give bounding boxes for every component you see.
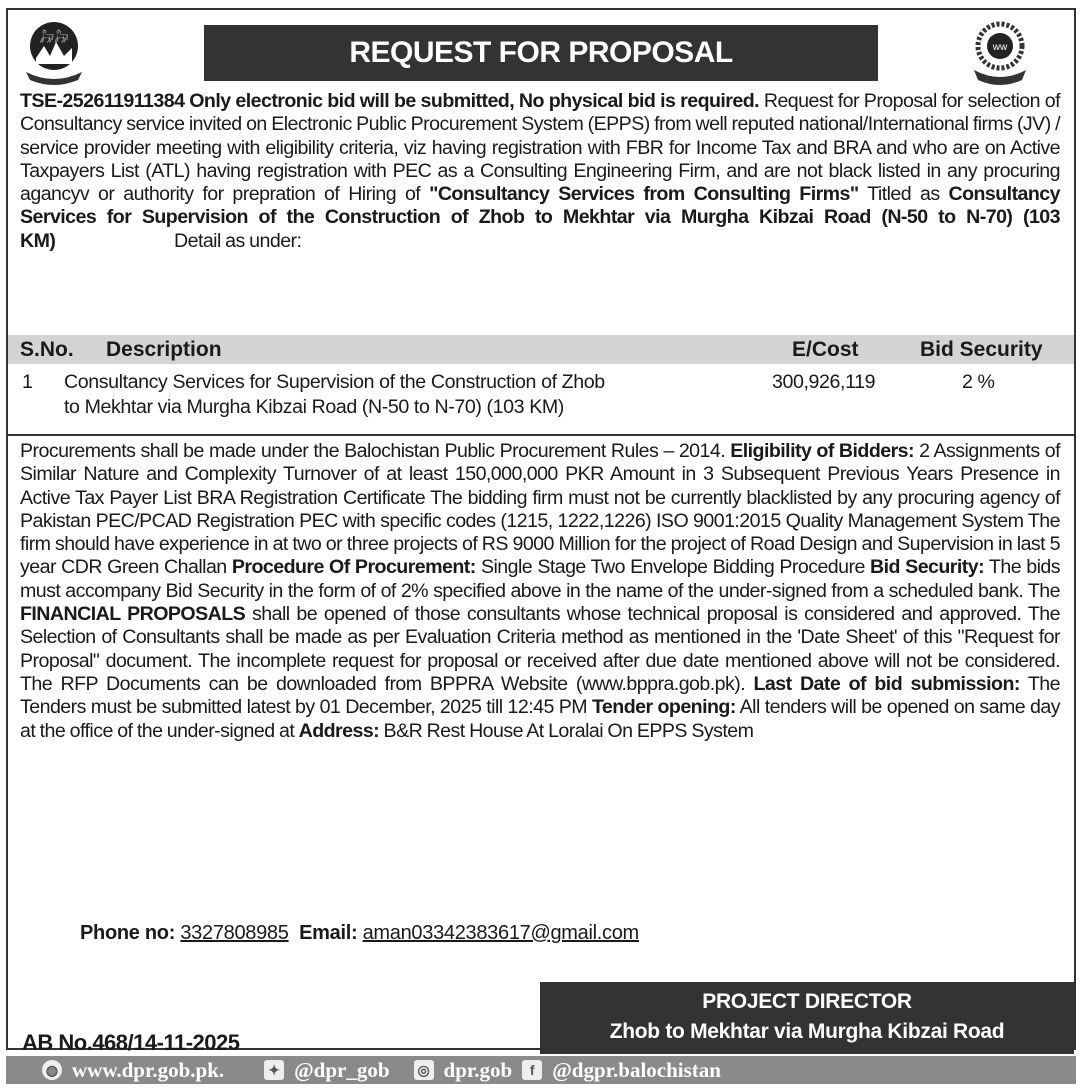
bold-text-segment: FINANCIAL PROPOSALS: [20, 603, 246, 626]
divider: [8, 434, 1074, 436]
text-segment: shall be opened of those consultants whose technical proposal is considered and approved. The Selection of Consultants shall be made as per Evaluation Criteria method as mentioned in the 'Date Sheet' of this "Request for Proposal" document. The incomplete request for proposal or received after due date mentioned above will not be considered. The RFP Documents can be downloaded from BPPRA Website (www.bppra.gob.pk).: [20, 603, 1061, 695]
phone-label: Phone no:: [80, 922, 176, 944]
svg-text:𓃗𓃗: 𓃗𓃗: [39, 31, 69, 45]
email-link[interactable]: aman03342383617@gmail.com: [362, 922, 639, 944]
text-segment: Detail as under:: [55, 229, 302, 252]
bold-text-segment: Bid Security:: [870, 556, 985, 579]
row-description-2: to Mekhtar via Murgha Kibzai Road (N-50 to N-70) (103 KM): [64, 396, 564, 418]
instagram-icon: ◎: [414, 1060, 434, 1080]
col-description: Description: [106, 338, 222, 361]
row-description-1: Consultancy Services for Supervision of the Construction of Zhob: [64, 371, 605, 393]
signature-project: Zhob to Mekhtar via Murgha Kibzai Road: [609, 1020, 1005, 1043]
footer-twitter[interactable]: @dpr_gob: [294, 1058, 390, 1082]
bold-text-segment: Consultancy Services for Supervision of the Construction of Zhob to Mekhtar via Murgha Kibzai Road (N-50 to N-70) (103 KM): [20, 183, 1061, 252]
phone-number[interactable]: 3327808985: [180, 922, 289, 944]
row-bid-security: 2 %: [962, 371, 995, 393]
table-header: [8, 335, 1074, 364]
text-segment: All tenders will be opened on same day at the office of the under-signed at: [20, 696, 1060, 742]
bold-text-segment: Procedure Of Procurement:: [231, 556, 476, 579]
dpr-emblem-icon: [962, 14, 1038, 86]
text-segment: The Tenders must be submitted latest by 01 December, 2025 till 12:45 PM: [20, 672, 1060, 719]
table-row: [8, 370, 1074, 432]
footer-bar: [6, 1056, 1076, 1084]
text-segment: 2 Assignments of Similar Nature and Complexity Turnover of at least 150,000,000 PKR Amount in 3 Subsequent Previous Years Presence in Active Tax Payer List BRA Registration Certificate The bidding firm must not be currently blacklisted by any procuring agency of Pakistan PEC/PCAD Registration PEC with specific codes (1215, 1222,1226) ISO 9001:2015 Quality Management System The firm should have experience in at two or three projects of RS 9000 Million for the project of Road Design and Supervision in last 5 year CDR Green Challan: [20, 440, 1061, 579]
svg-text:ww: ww: [992, 42, 1008, 53]
globe-icon: ◍: [42, 1060, 62, 1080]
text-segment: Titled as: [858, 183, 949, 206]
col-ecost: E/Cost: [792, 338, 859, 361]
text-segment: The bids must accompany Bid Security in the form of of 2% specified above in the name of the under-signed from a scheduled bank. The: [20, 556, 1061, 602]
bold-text-segment: Last Date of bid submission:: [753, 672, 1020, 695]
signature-block: [540, 982, 1074, 1054]
signature-title: PROJECT DIRECTOR: [702, 990, 912, 1013]
footer-website[interactable]: www.dpr.gob.pk.: [72, 1058, 225, 1082]
col-sno: S.No.: [20, 338, 74, 361]
email-label: Email:: [299, 922, 358, 944]
bold-text-segment: TSE-252611911384 Only electronic bid will be submitted, No physical bid is required.: [20, 90, 760, 112]
ab-number: AB No.468/14-11-2025: [22, 1030, 240, 1055]
bold-text-segment: Eligibility of Bidders:: [730, 440, 915, 462]
footer-instagram[interactable]: dpr.gob: [443, 1058, 513, 1082]
twitter-icon: ✦: [264, 1060, 284, 1080]
bold-text-segment: "Consultancy Services from Consulting Firms": [429, 183, 859, 206]
bold-text-segment: Address:: [298, 719, 380, 742]
page-title: REQUEST FOR PROPOSAL: [204, 25, 878, 81]
row-ecost: 300,926,119: [772, 371, 876, 393]
balochistan-emblem-icon: [16, 14, 92, 86]
text-segment: Procurements shall be made under the Balochistan Public Procurement Rules – 2014.: [20, 440, 731, 462]
text-segment: Request for Proposal for selection of Consultancy service invited on Electronic Public Procurement System (EPPS) from well reputed national/International firms (JV) / service provider meeting with eligibility criteria, viz having registration with FBR for Income Tax and BRA and who are on Active Taxpayers List (ATL) having registration with PEC as a Consulting Engineering Firm, and are not black listed in any procuring agancyv or authority for prepration of Hiring of: [20, 90, 1061, 206]
col-bid-security: Bid Security: [920, 338, 1043, 361]
facebook-icon: f: [522, 1060, 542, 1080]
bold-text-segment: Tender opening:: [591, 696, 736, 719]
body-paragraph: [20, 440, 1060, 743]
intro-paragraph: [20, 90, 1060, 253]
row-sno: 1: [22, 371, 33, 393]
text-segment: B&R Rest House At Loralai On EPPS System: [379, 719, 754, 742]
contact-line: [80, 922, 639, 945]
footer-facebook[interactable]: @dgpr.balochistan: [552, 1058, 721, 1082]
text-segment: Single Stage Two Envelope Bidding Procedure: [475, 556, 871, 579]
